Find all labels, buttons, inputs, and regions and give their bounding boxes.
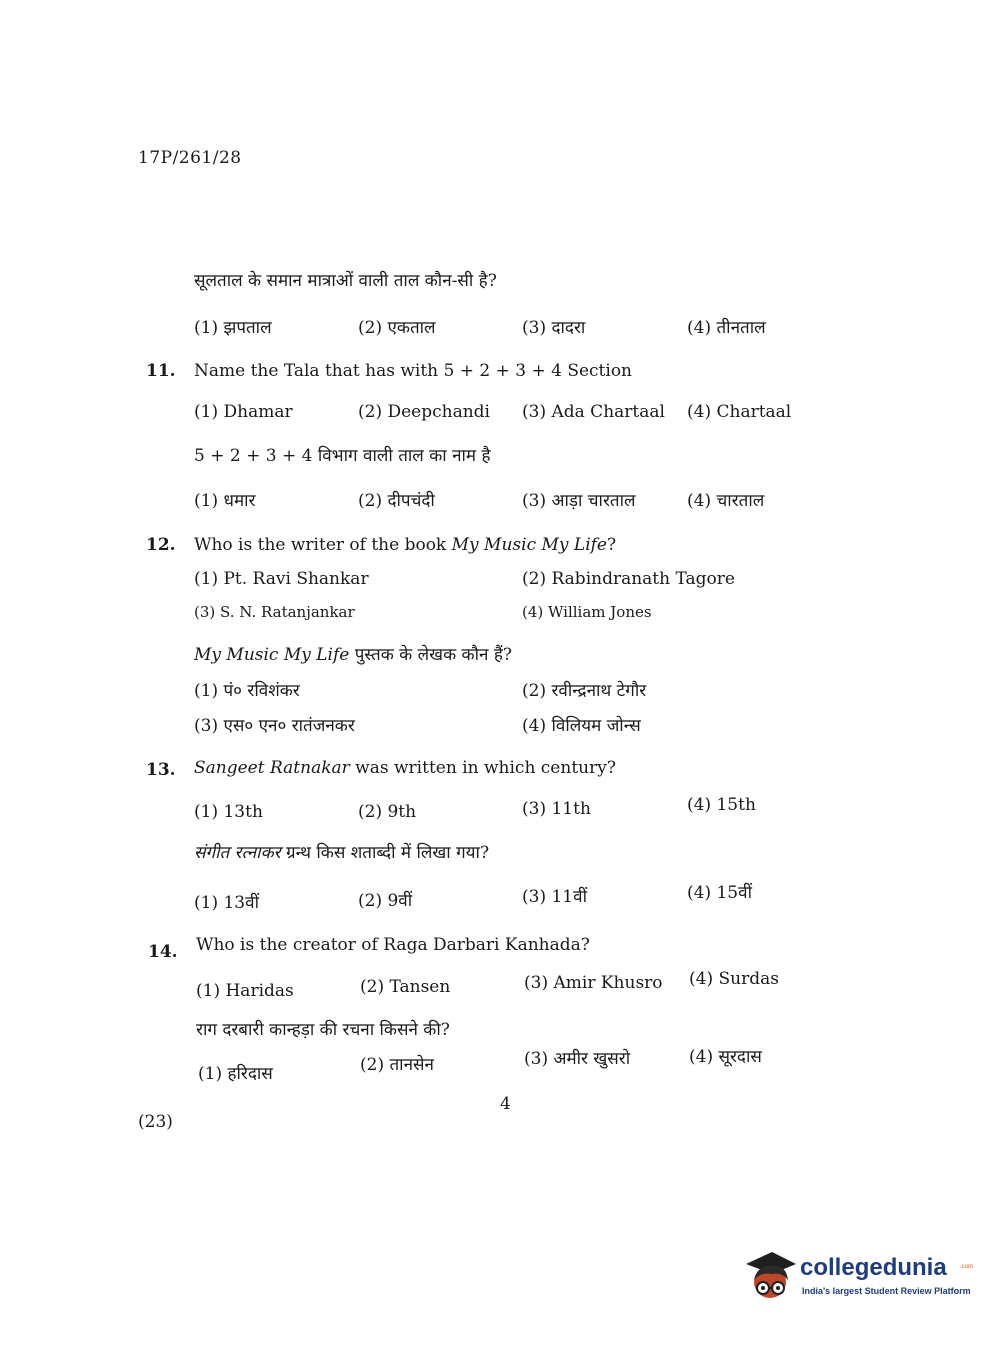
logo-tagline: India's largest Student Review Platform	[802, 1286, 971, 1296]
q13-english-option-3: (3) 11th	[522, 799, 591, 819]
q10-hindi-option-3: (3) दादरा	[522, 318, 586, 338]
q12-english-text	[194, 535, 616, 555]
q13-english-option-2: (2) 9th	[358, 802, 417, 822]
q12-english-post: ?	[607, 535, 617, 555]
q11-number: 11.	[146, 361, 176, 381]
q13-hindi-post: ग्रन्थ किस शताब्दी में लिखा गया?	[280, 843, 490, 863]
q13-hindi-text	[194, 840, 489, 863]
q10-hindi-option-2: (2) एकताल	[358, 318, 436, 338]
q13-english-option-4: (4) 15th	[687, 795, 756, 815]
q11-english-option-3: (3) Ada Chartaal	[522, 402, 665, 422]
q14-english-option-2: (2) Tansen	[360, 977, 451, 997]
q11-english-option-1: (1) Dhamar	[194, 402, 293, 422]
q11-english-option-2: (2) Deepchandi	[358, 402, 490, 422]
q11-hindi-text: 5 + 2 + 3 + 4 विभाग वाली ताल का नाम है	[194, 446, 491, 466]
q14-english-option-1: (1) Haridas	[196, 981, 294, 1001]
q11-hindi-option-4: (4) चारताल	[687, 491, 765, 511]
q12-english-option-3: (3) S. N. Ratanjankar	[194, 603, 355, 621]
q12-hindi-option-3: (3) एस० एन० रातंजनकर	[194, 716, 355, 736]
footer-code: (23)	[138, 1112, 173, 1132]
q14-hindi-option-4: (4) सूरदास	[689, 1047, 762, 1067]
q12-english-pre: Who is the writer of the book	[194, 535, 452, 555]
logo-name: collegedunia	[800, 1254, 947, 1281]
mascot-icon	[742, 1250, 798, 1310]
q12-english-option-2: (2) Rabindranath Tagore	[522, 569, 735, 589]
logo-suffix: .com	[960, 1264, 974, 1270]
page-number: 4	[500, 1094, 511, 1114]
q10-hindi-option-1: (1) झपताल	[194, 318, 272, 338]
q10-hindi-text: सूलताल के समान मात्राओं वाली ताल कौन-सी है?	[194, 271, 497, 291]
q12-hindi-book-title: My Music My Life	[194, 645, 350, 665]
q12-english-option-1: (1) Pt. Ravi Shankar	[194, 569, 369, 589]
q14-hindi-option-1: (1) हरिदास	[198, 1064, 273, 1084]
q12-hindi-text	[194, 642, 512, 665]
q11-hindi-option-1: (1) धमार	[194, 491, 256, 511]
q13-hindi-option-2: (2) 9वीं	[358, 891, 413, 911]
page-code: 17P/261/28	[138, 148, 242, 168]
q14-hindi-option-2: (2) तानसेन	[360, 1055, 434, 1075]
q13-hindi-option-3: (3) 11वीं	[522, 887, 587, 907]
q11-english-option-4: (4) Chartaal	[687, 402, 792, 422]
q13-hindi-option-1: (1) 13वीं	[194, 893, 259, 913]
q10-hindi-option-4: (4) तीनताल	[687, 318, 766, 338]
q14-english-text: Who is the creator of Raga Darbari Kanhada?	[196, 935, 590, 955]
q14-hindi-option-3: (3) अमीर खुसरो	[524, 1049, 631, 1069]
q12-english-option-4: (4) William Jones	[522, 603, 652, 621]
q12-number: 12.	[146, 535, 176, 555]
q13-hindi-option-4: (4) 15वीं	[687, 883, 752, 903]
q12-hindi-post: पुस्तक के लेखक कौन हैं?	[349, 645, 512, 665]
q14-number: 14.	[148, 942, 178, 962]
q13-hindi-book-title: संगीत रत्नाकर	[194, 843, 281, 863]
q11-hindi-option-3: (3) आड़ा चारताल	[522, 491, 636, 511]
q12-english-book-title: My Music My Life	[451, 535, 607, 555]
q13-english-option-1: (1) 13th	[194, 802, 263, 822]
q13-english-text	[194, 758, 616, 778]
q12-hindi-option-1: (1) पं० रविशंकर	[194, 681, 300, 701]
collegedunia-logo	[742, 1250, 972, 1310]
q13-number: 13.	[146, 760, 176, 780]
q12-hindi-option-4: (4) विलियम जोन्स	[522, 716, 641, 736]
q11-english-text: Name the Tala that has with 5 + 2 + 3 + 4 Section	[194, 361, 633, 381]
q12-hindi-option-2: (2) रवीन्द्रनाथ टेगौर	[522, 681, 647, 701]
q13-english-book-title: Sangeet Ratnakar	[194, 758, 350, 778]
q11-hindi-option-2: (2) दीपचंदी	[358, 491, 435, 511]
q14-english-option-3: (3) Amir Khusro	[524, 973, 663, 993]
q13-english-post: was written in which century?	[349, 758, 616, 778]
q14-english-option-4: (4) Surdas	[689, 969, 779, 989]
q14-hindi-text: राग दरबारी कान्हड़ा की रचना किसने की?	[196, 1020, 450, 1040]
